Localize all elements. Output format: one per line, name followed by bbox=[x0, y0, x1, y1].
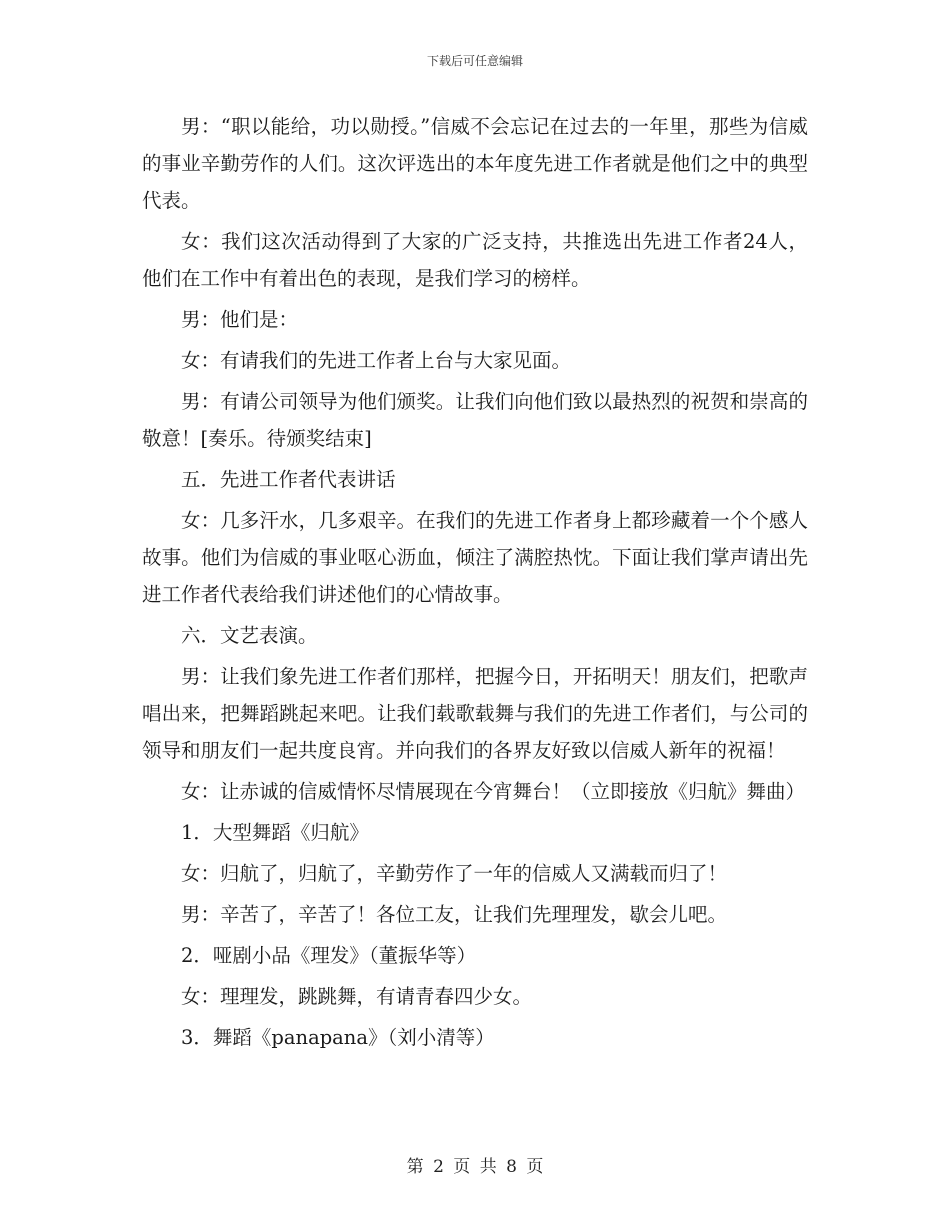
paragraph: 男：辛苦了，辛苦了！各位工友，让我们先理理发，歇会儿吧。 bbox=[181, 903, 728, 926]
paragraph: 女：几多汗水，几多艰辛。在我们的先进工作者身上都珍藏着一个个感人故事。他们为信威的事业呕心沥血，倾注了满腔热忱。下面让我们掌声请出先进工作者代表给我们讲述他们的心情故事。 bbox=[142, 509, 808, 606]
paragraph: 女：我们这次活动得到了大家的广泛支持，共推选出先进工作者24人，他们在工作中有着出色的表现，是我们学习的榜样。 bbox=[142, 230, 808, 290]
program-item: 1．大型舞蹈《归航》 bbox=[181, 821, 369, 844]
section-heading: 五．先进工作者代表讲话 bbox=[181, 468, 396, 491]
paragraph: 女：归航了，归航了，辛勤劳作了一年的信威人又满载而归了！ bbox=[181, 862, 728, 885]
page-header: 下载后可任意编辑 bbox=[426, 54, 523, 68]
page-footer: 第 2 页 共 8 页 bbox=[406, 1157, 544, 1177]
document-body bbox=[142, 108, 808, 1056]
paragraph: 女：理理发，跳跳舞，有请青春四少女。 bbox=[181, 985, 533, 1008]
paragraph: 男：有请公司领导为他们颁奖。让我们向他们致以最热烈的祝贺和崇高的敬意！[奏乐。待颁奖结束] bbox=[142, 390, 808, 450]
paragraph: 男：“职以能给，功以勋授。”信威不会忘记在过去的一年里，那些为信威的事业辛勤劳作的人们。这次评选出的本年度先进工作者就是他们之中的典型代表。 bbox=[142, 115, 808, 212]
section-heading: 六．文艺表演。 bbox=[181, 624, 318, 647]
program-item: 3．舞蹈《panapana》（刘小清等） bbox=[181, 1026, 495, 1049]
program-item: 2．哑剧小品《理发》（董振华等） bbox=[181, 944, 477, 967]
paragraph: 男：让我们象先进工作者们那样，把握今日，开拓明天！朋友们，把歌声唱出来，把舞蹈跳起来吧。让我们载歌载舞与我们的先进工作者们，与公司的领导和朋友们一起共度良宵。并向我们的各界友好致以信威人新年的祝福！ bbox=[142, 665, 808, 762]
paragraph: 女：让赤诚的信威情怀尽情展现在今宵舞台！（立即接放《归航》舞曲） bbox=[181, 780, 806, 803]
paragraph: 女：有请我们的先进工作者上台与大家见面。 bbox=[181, 349, 572, 372]
paragraph: 男：他们是： bbox=[181, 308, 299, 331]
